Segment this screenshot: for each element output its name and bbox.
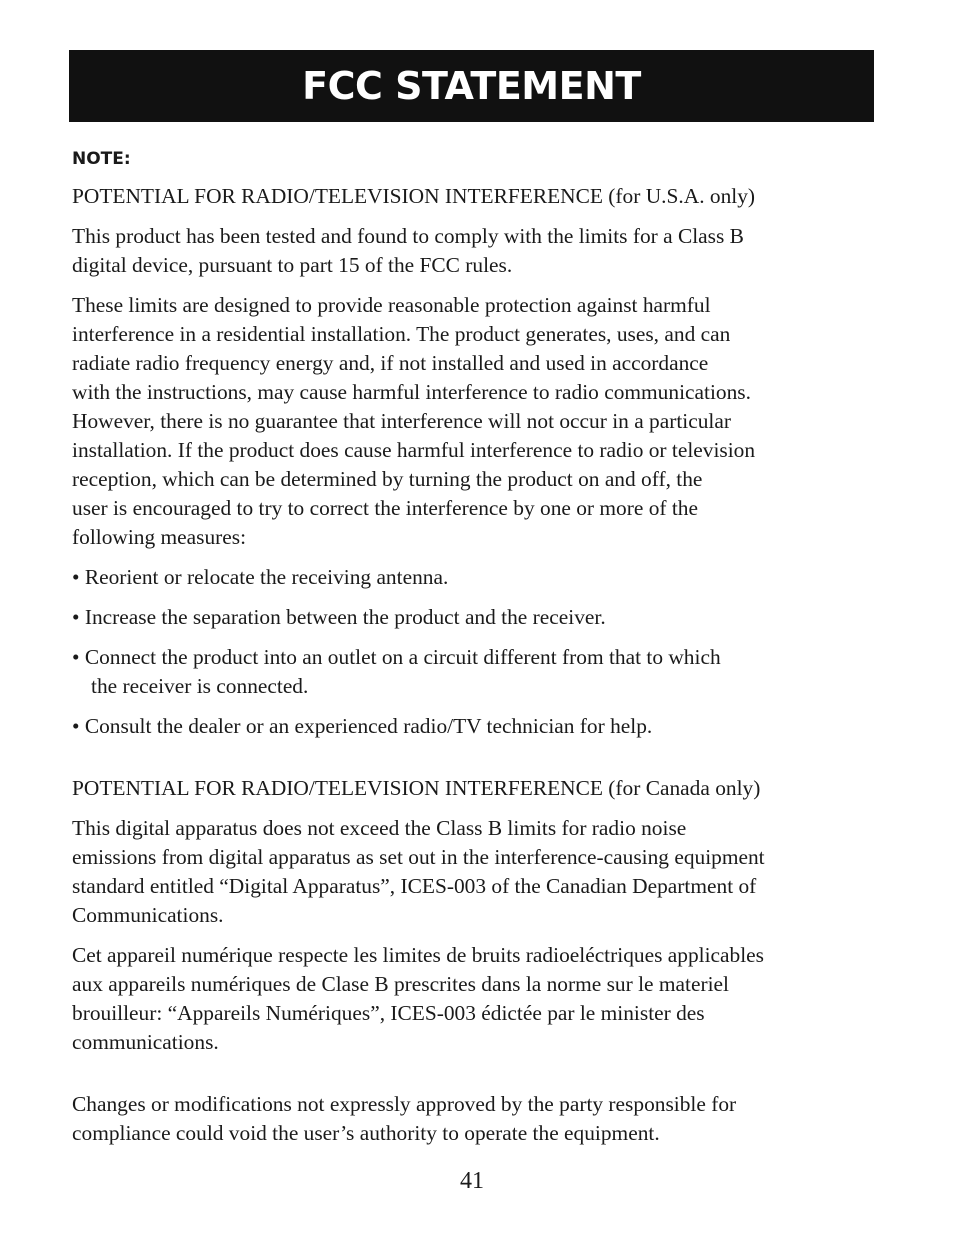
changes-paragraph: Changes or modifications not expressly approved by the party responsible for compliance could void the user’s authority to operate the equipment. (72, 1092, 737, 1145)
usa-heading: POTENTIAL FOR RADIO/TELEVISION INTERFERENCE (for U.S.A. only) (72, 184, 756, 208)
bullet-item: • Consult the dealer or an experienced radio/TV technician for help. (72, 714, 653, 738)
canada-paragraph-fr: Cet appareil numérique respecte les limites de bruits radioeléctriques applicables aux appareils numériques de Clase B prescrites dans la norme sur le materiel brouilleur: “Appareils Numériques”, ICES-003 édictée par le minister des communications. (72, 943, 764, 1054)
bullet-item: • Increase the separation between the product and the receiver. (72, 605, 606, 629)
page-number: 41 (460, 1168, 484, 1194)
canada-paragraph-en: This digital apparatus does not exceed the Class B limits for radio noise emissions from digital apparatus as set out in the interference-causing equipment standard entitled “Digital Apparatus”, ICES-003 of the Canadian Department of Communications. (72, 816, 765, 927)
usa-paragraph-1: This product has been tested and found to comply with the limits for a Class B digital device, pursuant to part 15 of the FCC rules. (72, 224, 744, 277)
canada-heading: POTENTIAL FOR RADIO/TELEVISION INTERFERENCE (for Canada only) (72, 776, 761, 800)
bullet-item: • Connect the product into an outlet on a circuit different from that to which the receiver is connected. (72, 645, 721, 698)
bullet-item: • Reorient or relocate the receiving antenna. (72, 565, 449, 589)
note-label: NOTE: (72, 149, 131, 169)
document-body (72, 146, 872, 1159)
usa-paragraph-2: These limits are designed to provide reasonable protection against harmful interference in a residential installation. The product generates, uses, and can radiate radio frequency energy and, if not installed and used in accordance with the instructions, may cause harmful interference to radio communications. However, there is no guarantee that interference will not occur in a particular installation. If the product does cause harmful interference to radio or television reception, which can be determined by turning the product on and off, the user is encouraged to try to correct the interference by one or more of the following measures: (72, 293, 756, 549)
page-title: FCC STATEMENT (302, 64, 641, 108)
header-bar (69, 50, 874, 122)
